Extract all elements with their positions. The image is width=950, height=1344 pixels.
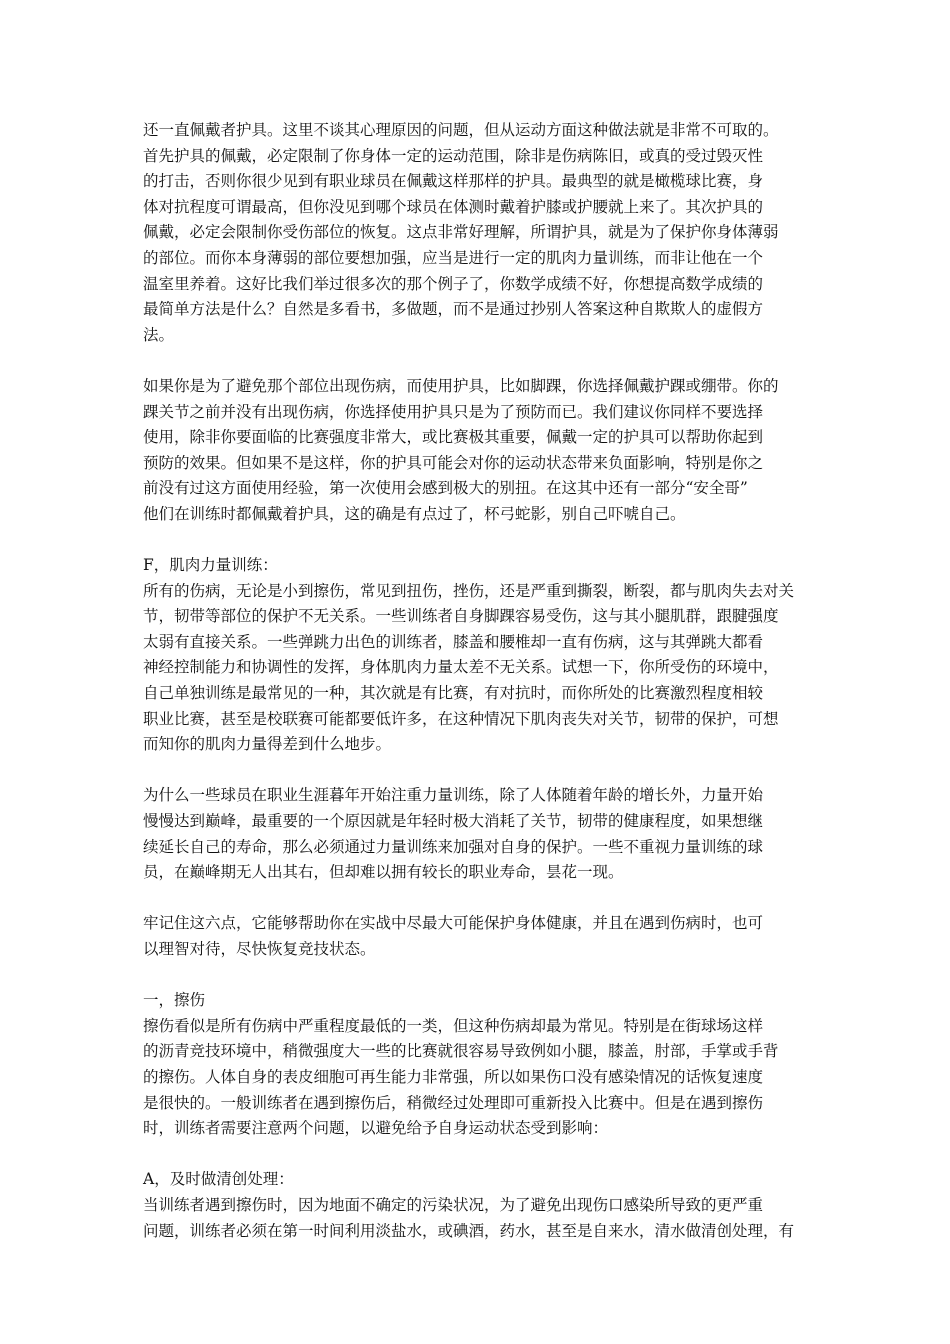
text-line: 所有的伤病，无论是小到擦伤，常见到扭伤，挫伤，还是严重到撕裂，断裂，都与肌肉失去对关: [143, 581, 795, 600]
paragraph-gap: [143, 1142, 815, 1168]
text-line: 佩戴，必定会限制你受伤部位的恢复。这点非常好理解，所谓护具，就是为了保护你身体薄弱: [143, 223, 779, 242]
text-line: 的擦伤。人体自身的表皮细胞可再生能力非常强，所以如果伤口没有感染情况的话恢复速度: [143, 1067, 764, 1086]
section-heading: A，及时做清创处理：: [143, 1170, 294, 1189]
section-heading: 一，擦伤: [143, 991, 206, 1010]
text-line: 温室里养着。这好比我们举过很多次的那个例子了，你数学成绩不好，你想提高数学成绩的: [143, 274, 764, 293]
text-line: 擦伤看似是所有伤病中严重程度最低的一类，但这种伤病却最为常见。特别是在街球场这样: [143, 1016, 764, 1035]
text-line: 太弱有直接关系。一些弹跳力出色的训练者，膝盖和腰椎却一直有伤病，这与其弹跳大都看: [143, 632, 764, 651]
text-line: 的部位。而你本身薄弱的部位要想加强，应当是进行一定的肌肉力量训练，而非让他在一个: [143, 248, 764, 267]
text-line: 自己单独训练是最常见的一种，其次就是有比赛，有对抗时，而你所处的比赛激烈程度相较: [143, 684, 764, 703]
paragraph-gap: [143, 348, 815, 374]
text-line: 而知你的肌肉力量得差到什么地步。: [143, 735, 392, 754]
text-line: 的打击，否则你很少见到有职业球员在佩戴这样那样的护具。最典型的就是橄榄球比赛，身: [143, 172, 764, 191]
text-line: 神经控制能力和协调性的发挥，身体肌肉力量太差不无关系。试想一下，你所受伤的环境中，: [143, 658, 779, 677]
text-line: 前没有过这方面使用经验，第一次使用会感到极大的别扭。在这其中还有一部分“安全哥”: [143, 479, 748, 498]
document-body: [143, 118, 815, 1244]
text-line: 慢慢达到巅峰，最重要的一个原因就是年轻时极大消耗了关节，韧带的健康程度，如果想继: [143, 812, 764, 831]
paragraph-gap: [143, 963, 815, 989]
text-line: 时，训练者需要注意两个问题，以避免给予自身运动状态受到影响：: [143, 1119, 609, 1138]
text-line: 法。: [143, 325, 175, 344]
text-line: 是很快的。一般训练者在遇到擦伤后，稍微经过处理即可重新投入比赛中。但是在遇到擦伤: [143, 1093, 764, 1112]
text-line: 还一直佩戴者护具。这里不谈其心理原因的问题，但从运动方面这种做法就是非常不可取的。: [143, 121, 779, 139]
text-line: 如果你是为了避免那个部位出现伤病，而使用护具，比如脚踝，你选择佩戴护踝或绷带。你的: [143, 376, 779, 395]
section-heading: F，肌肉力量训练：: [143, 556, 278, 575]
text-line: 员，在巅峰期无人出其右，但却难以拥有较长的职业寿命，昙花一现。: [143, 863, 624, 882]
text-line: 牢记住这六点，它能够帮助你在实战中尽最大可能保护身体健康，并且在遇到伤病时，也可: [143, 914, 764, 933]
text-line: 体对抗程度可谓最高，但你没见到哪个球员在体测时戴着护膝或护腰就上来了。其次护具的: [143, 197, 764, 216]
text-line: 续延长自己的寿命，那么必须通过力量训练来加强对自身的保护。一些不重视力量训练的球: [143, 837, 764, 856]
paragraph-gap: [143, 528, 815, 554]
text-line: 最简单方法是什么？自然是多看书，多做题，而不是通过抄别人答案这种自欺欺人的虚假方: [143, 300, 764, 319]
text-line: 首先护具的佩戴，必定限制了你身体一定的运动范围，除非是伤病陈旧，或真的受过毁灭性: [143, 146, 764, 165]
text-line: 问题，训练者必须在第一时间利用淡盐水，或碘酒，药水，甚至是自来水，清水做清创处理，有: [143, 1221, 795, 1240]
text-line: 当训练者遇到擦伤时，因为地面不确定的污染状况，为了避免出现伤口感染所导致的更严重: [143, 1195, 764, 1214]
paragraph-gap: [143, 758, 815, 784]
paragraph-gap: [143, 886, 815, 912]
text-line: 使用，除非你要面临的比赛强度非常大，或比赛极其重要，佩戴一定的护具可以帮助你起到: [143, 428, 764, 447]
text-line: 踝关节之前并没有出现伤病，你选择使用护具只是为了预防而已。我们建议你同样不要选择: [143, 402, 764, 421]
text-line: 为什么一些球员在职业生涯暮年开始注重力量训练，除了人体随着年龄的增长外，力量开始: [143, 786, 764, 805]
text-line: 以理智对待，尽快恢复竞技状态。: [143, 940, 376, 958]
text-line: 节，韧带等部位的保护不无关系。一些训练者自身脚踝容易受伤，这与其小腿肌群，跟腱强度: [143, 607, 779, 626]
text-line: 的沥青竞技环境中，稍微强度大一些的比赛就很容易导致例如小腿，膝盖，肘部，手掌或手背: [143, 1042, 779, 1061]
text-line: 预防的效果。但如果不是这样，你的护具可能会对你的运动状态带来负面影响，特别是你之: [143, 453, 764, 472]
text-line: 他们在训练时都佩戴着护具，这的确是有点过了，杯弓蛇影，别自己吓唬自己。: [143, 504, 686, 523]
text-line: 职业比赛，甚至是校联赛可能都要低许多，在这种情况下肌肉丧失对关节，韧带的保护，可想: [143, 709, 779, 728]
